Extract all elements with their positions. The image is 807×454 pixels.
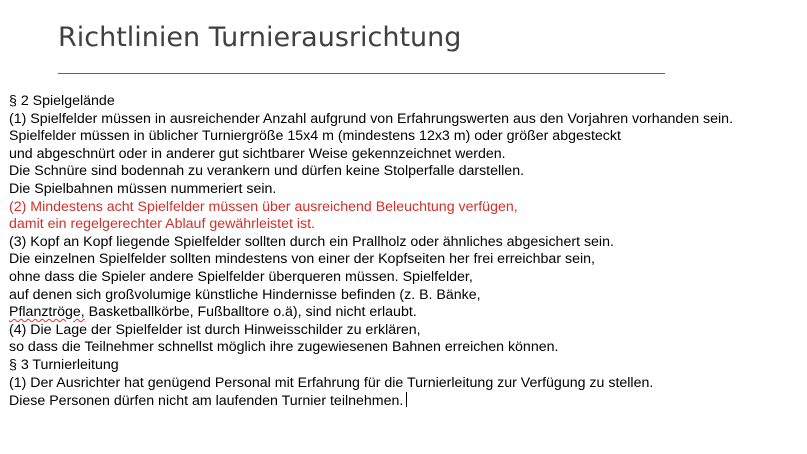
text-line[interactable]: und abgeschnürt oder in anderer gut sichtbarer Weise gekennzeichnet werden. — [9, 145, 506, 162]
text-line[interactable]: so dass die Teilnehmer schnellst möglich ihre zugewiesenen Bahnen erreichen können. — [9, 339, 559, 356]
text-line[interactable]: Spielfelder müssen in üblicher Turniergröße 15x4 m (mindestens 12x3 m) oder größer abgesteckt — [9, 128, 621, 145]
text-body[interactable] — [9, 93, 804, 410]
highlighted-text-line[interactable]: damit ein regelgerechter Ablauf gewährleistet ist. — [9, 216, 315, 233]
text-line[interactable]: (3) Kopf an Kopf liegende Spielfelder sollten durch ein Prallholz oder ähnliches abgesichert sein. — [9, 233, 614, 250]
text-line-section-2-heading[interactable]: § 2 Spielgelände — [9, 93, 115, 109]
text-line[interactable]: Die Schnüre sind bodennah zu verankern und dürfen keine Stolperfalle darstellen. — [9, 163, 525, 180]
text-line[interactable]: (1) Spielfelder müssen in ausreichender Anzahl aufgrund von Erfahrungswerten aus den Vorjahren vorhanden sein. — [9, 110, 734, 127]
text-line[interactable] — [9, 304, 804, 322]
text-line[interactable]: auf denen sich großvolumige künstliche Hindernisse befinden (z. B. Bänke, — [9, 286, 481, 303]
text-line-content: Diese Personen dürfen nicht am laufenden Turnier teilnehmen. — [9, 393, 404, 410]
text-line[interactable]: ohne dass die Spieler andere Spielfelder überqueren müssen. Spielfelder, — [9, 268, 473, 285]
slide-title: Richtlinien Turnierausrichtung — [58, 22, 462, 53]
text-line[interactable]: (4) Die Lage der Spielfelder ist durch Hinweisschilder zu erklären, — [9, 321, 421, 338]
text-line-rest: Basketballkörbe, Fußballtore o.ä), sind nicht erlaubt. — [84, 304, 417, 321]
title-underline-rule — [58, 73, 665, 74]
text-line-section-3-heading[interactable]: § 3 Turnierleitung — [9, 356, 119, 373]
highlighted-text-line[interactable]: (2) Mindestens acht Spielfelder müssen über ausreichend Beleuchtung verfügen, — [9, 198, 518, 215]
text-line-last[interactable] — [9, 392, 804, 410]
text-cursor-caret — [406, 392, 407, 407]
text-line[interactable]: Die einzelnen Spielfelder sollten mindestens von einer der Kopfseiten her frei erreichbar sein, — [9, 251, 595, 268]
text-line[interactable]: Die Spielbahnen müssen nummeriert sein. — [9, 180, 277, 197]
text-line[interactable]: (1) Der Ausrichter hat genügend Personal mit Erfahrung für die Turnierleitung zur Verfügung zu stellen. — [9, 374, 654, 391]
spellcheck-flagged-word[interactable]: Pflanztröge, — [9, 304, 85, 321]
